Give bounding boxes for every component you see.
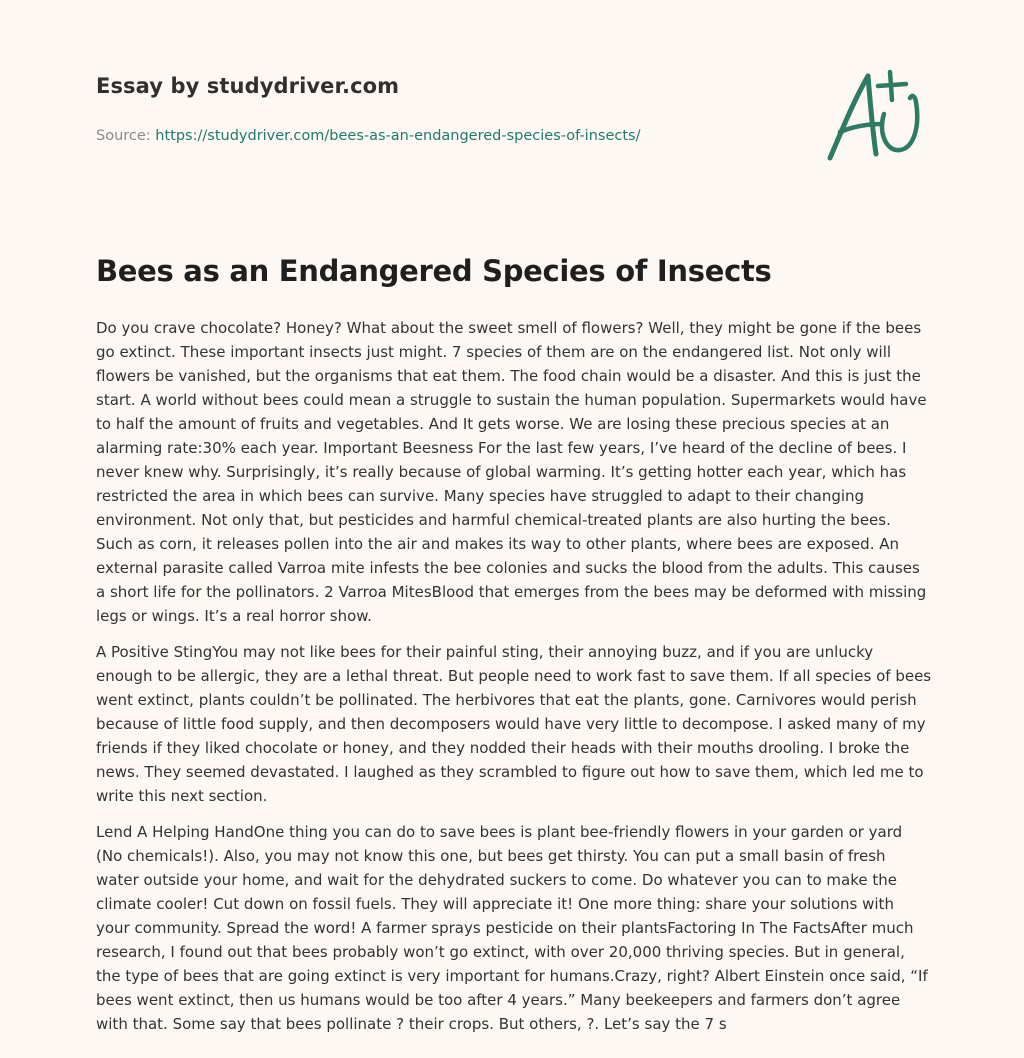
essay-paragraph-3: Lend A Helping HandOne thing you can do to save bees is plant bee-friendly flowers in your garden or yard (No chemicals!). Also, you may not know this one, but bees get thirsty. You can put a small basin of fresh water outside your home, and wait for the dehydrated suckers to come. Do whatever you can to make the climate cooler! Cut down on fossil fuels. They will appreciate it! One more thing: share your solutions with your community. Spread the word! A farmer sprays pesticide on their plantsFactoring In The FactsAfter much research, I found out that bees probably won’t go extinct, with over 20,000 thriving species. But in general, the type of bees that are going extinct is very important for humans.Crazy, right? Albert Einstein once said, “If bees went extinct, then us humans would be too after 4 years.” Many beekeepers and farmers don’t agree with that. Some say that bees pollinate ? their crops. But others, ?. Let’s say the 7 s — [96, 823, 928, 1033]
site-brand: Essay by studydriver.com — [96, 74, 400, 98]
a-plus-logo-icon — [820, 66, 930, 166]
essay-body — [96, 316, 932, 1058]
essay-paragraph-2: A Positive StingYou may not like bees for their painful sting, their annoying buzz, and if you are unlucky enough to be allergic, they are a lethal threat. But people need to work fast to save them. If all species of bees went extinct, plants couldn’t be pollinated. The herbivores that eat the plants, gone. Carnivores would perish because of little food supply, and then decomposers would have very little to decompose. I asked many of my friends if they liked chocolate or honey, and they nodded their heads with their mouths drooling. I broke the news. They seemed devastated. I laughed as they scrambled to figure out how to save them, which led me to write this next section. — [96, 643, 932, 805]
source-link[interactable]: https://studydriver.com/bees-as-an-endangered-species-of-insects/ — [155, 128, 641, 144]
essay-header — [96, 74, 796, 144]
source-label: Source: — [96, 128, 156, 144]
source-line — [96, 128, 796, 144]
essay-title: Bees as an Endangered Species of Insects — [96, 254, 772, 288]
essay-paragraph-1: Do you crave chocolate? Honey? What about the sweet smell of flowers? Well, they might be gone if the bees go extinct. These important insects just might. 7 species of them are on the endangered list. Not only will flowers be vanished, but the organisms that eat them. The food chain would be a disaster. And this is just the start. A world without bees could mean a struggle to sustain the human population. Supermarkets would have to half the amount of fruits and vegetables. And It gets worse. We are losing these precious species at an alarming rate:30% each year. Important Beesness For the last few years, I’ve heard of the decline of bees. I never knew why. Surprisingly, it’s really because of global warming. It’s getting hotter each year, which has restricted the area in which bees can survive. Many species have struggled to adapt to their changing environment. Not only that, but pesticides and harmful chemical-treated plants are also hurting the bees. Such as corn, it releases pollen into the air and makes its way to other plants, where bees are exposed. An external parasite called Varroa mite infests the bee colonies and sucks the blood from the adults. This causes a short life for the pollinators. 2 Varroa MitesBlood that emerges from the bees may be deformed with missing legs or wings. It’s a real horror show. — [96, 319, 927, 625]
